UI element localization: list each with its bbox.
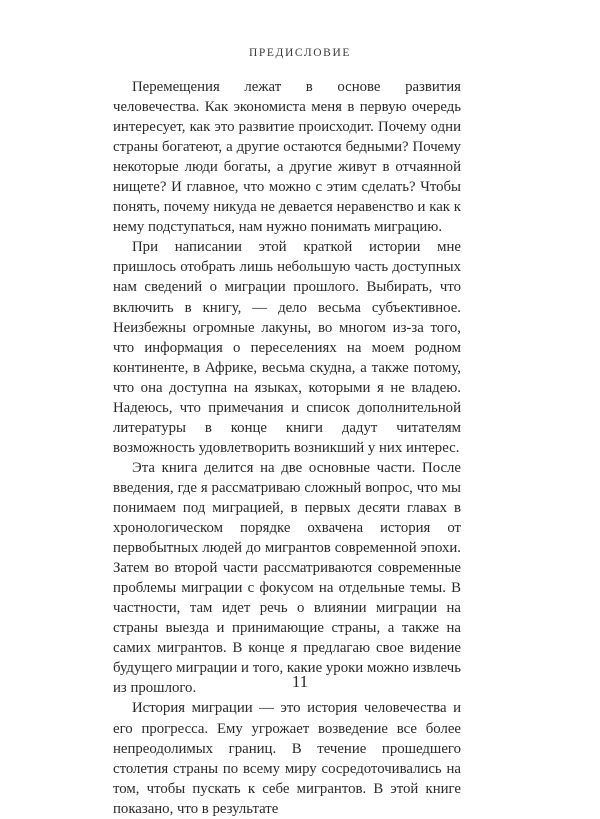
running-head: ПРЕДИСЛОВИЕ (249, 47, 351, 59)
paragraph-2: При написании этой краткой истории мне пришлось отобрать лишь небольшую часть доступных нам сведений о миграции прошлого. Выбирать, что включить в книгу, — дело весьма субъективное. Неизбежны огромные лакуны, во многом из-за того, что информация о переселениях на моем родном континенте, в Африке, весьма скудна, а также потому, что она доступна на языках, которыми я не владею. Надеюсь, что примечания и список дополнительной литературы в конце книги дадут читателям возможность удовлетворить возникший у них интерес. (113, 239, 461, 456)
page-number: 11 (291, 672, 309, 691)
paragraph-1: Перемещения лежат в основе развития человечества. Как экономиста меня в первую очередь интересует, как это развитие происходит. Почему одни страны богатеют, а другие остаются бедными? Почему некоторые люди богаты, а другие живут в отчаянной нищете? И главное, что можно с этим сделать? Чтобы понять, почему никуда не девается неравенство и как к нему подступаться, нам нужно понимать миграцию. (113, 79, 461, 236)
paragraph-4: История миграции — это история человечества и его прогресса. Ему угрожает возведение все более непреодолимых границ. В течение прошедшего столетия страны по всему миру сосредоточивались на том, чтобы пускать к себе мигрантов. В этой книге показано, что в результате (113, 700, 461, 817)
body-text (113, 77, 461, 819)
paragraph-3: Эта книга делится на две основные части. После введения, где я рассматриваю сложный вопрос, что мы понимаем под миграцией, в первых десяти главах в хронологическом порядке охвачена история от первобытных людей до мигрантов современной эпохи. Затем во второй части рассматриваются современные проблемы миграции с фокусом на отдельные темы. В частности, там идет речь о влиянии миграции на страны выезда и принимающие страны, а также на самих мигрантов. В конце я предлагаю свое видение будущего миграции и того, какие уроки можно извлечь из прошлого. (113, 459, 461, 697)
